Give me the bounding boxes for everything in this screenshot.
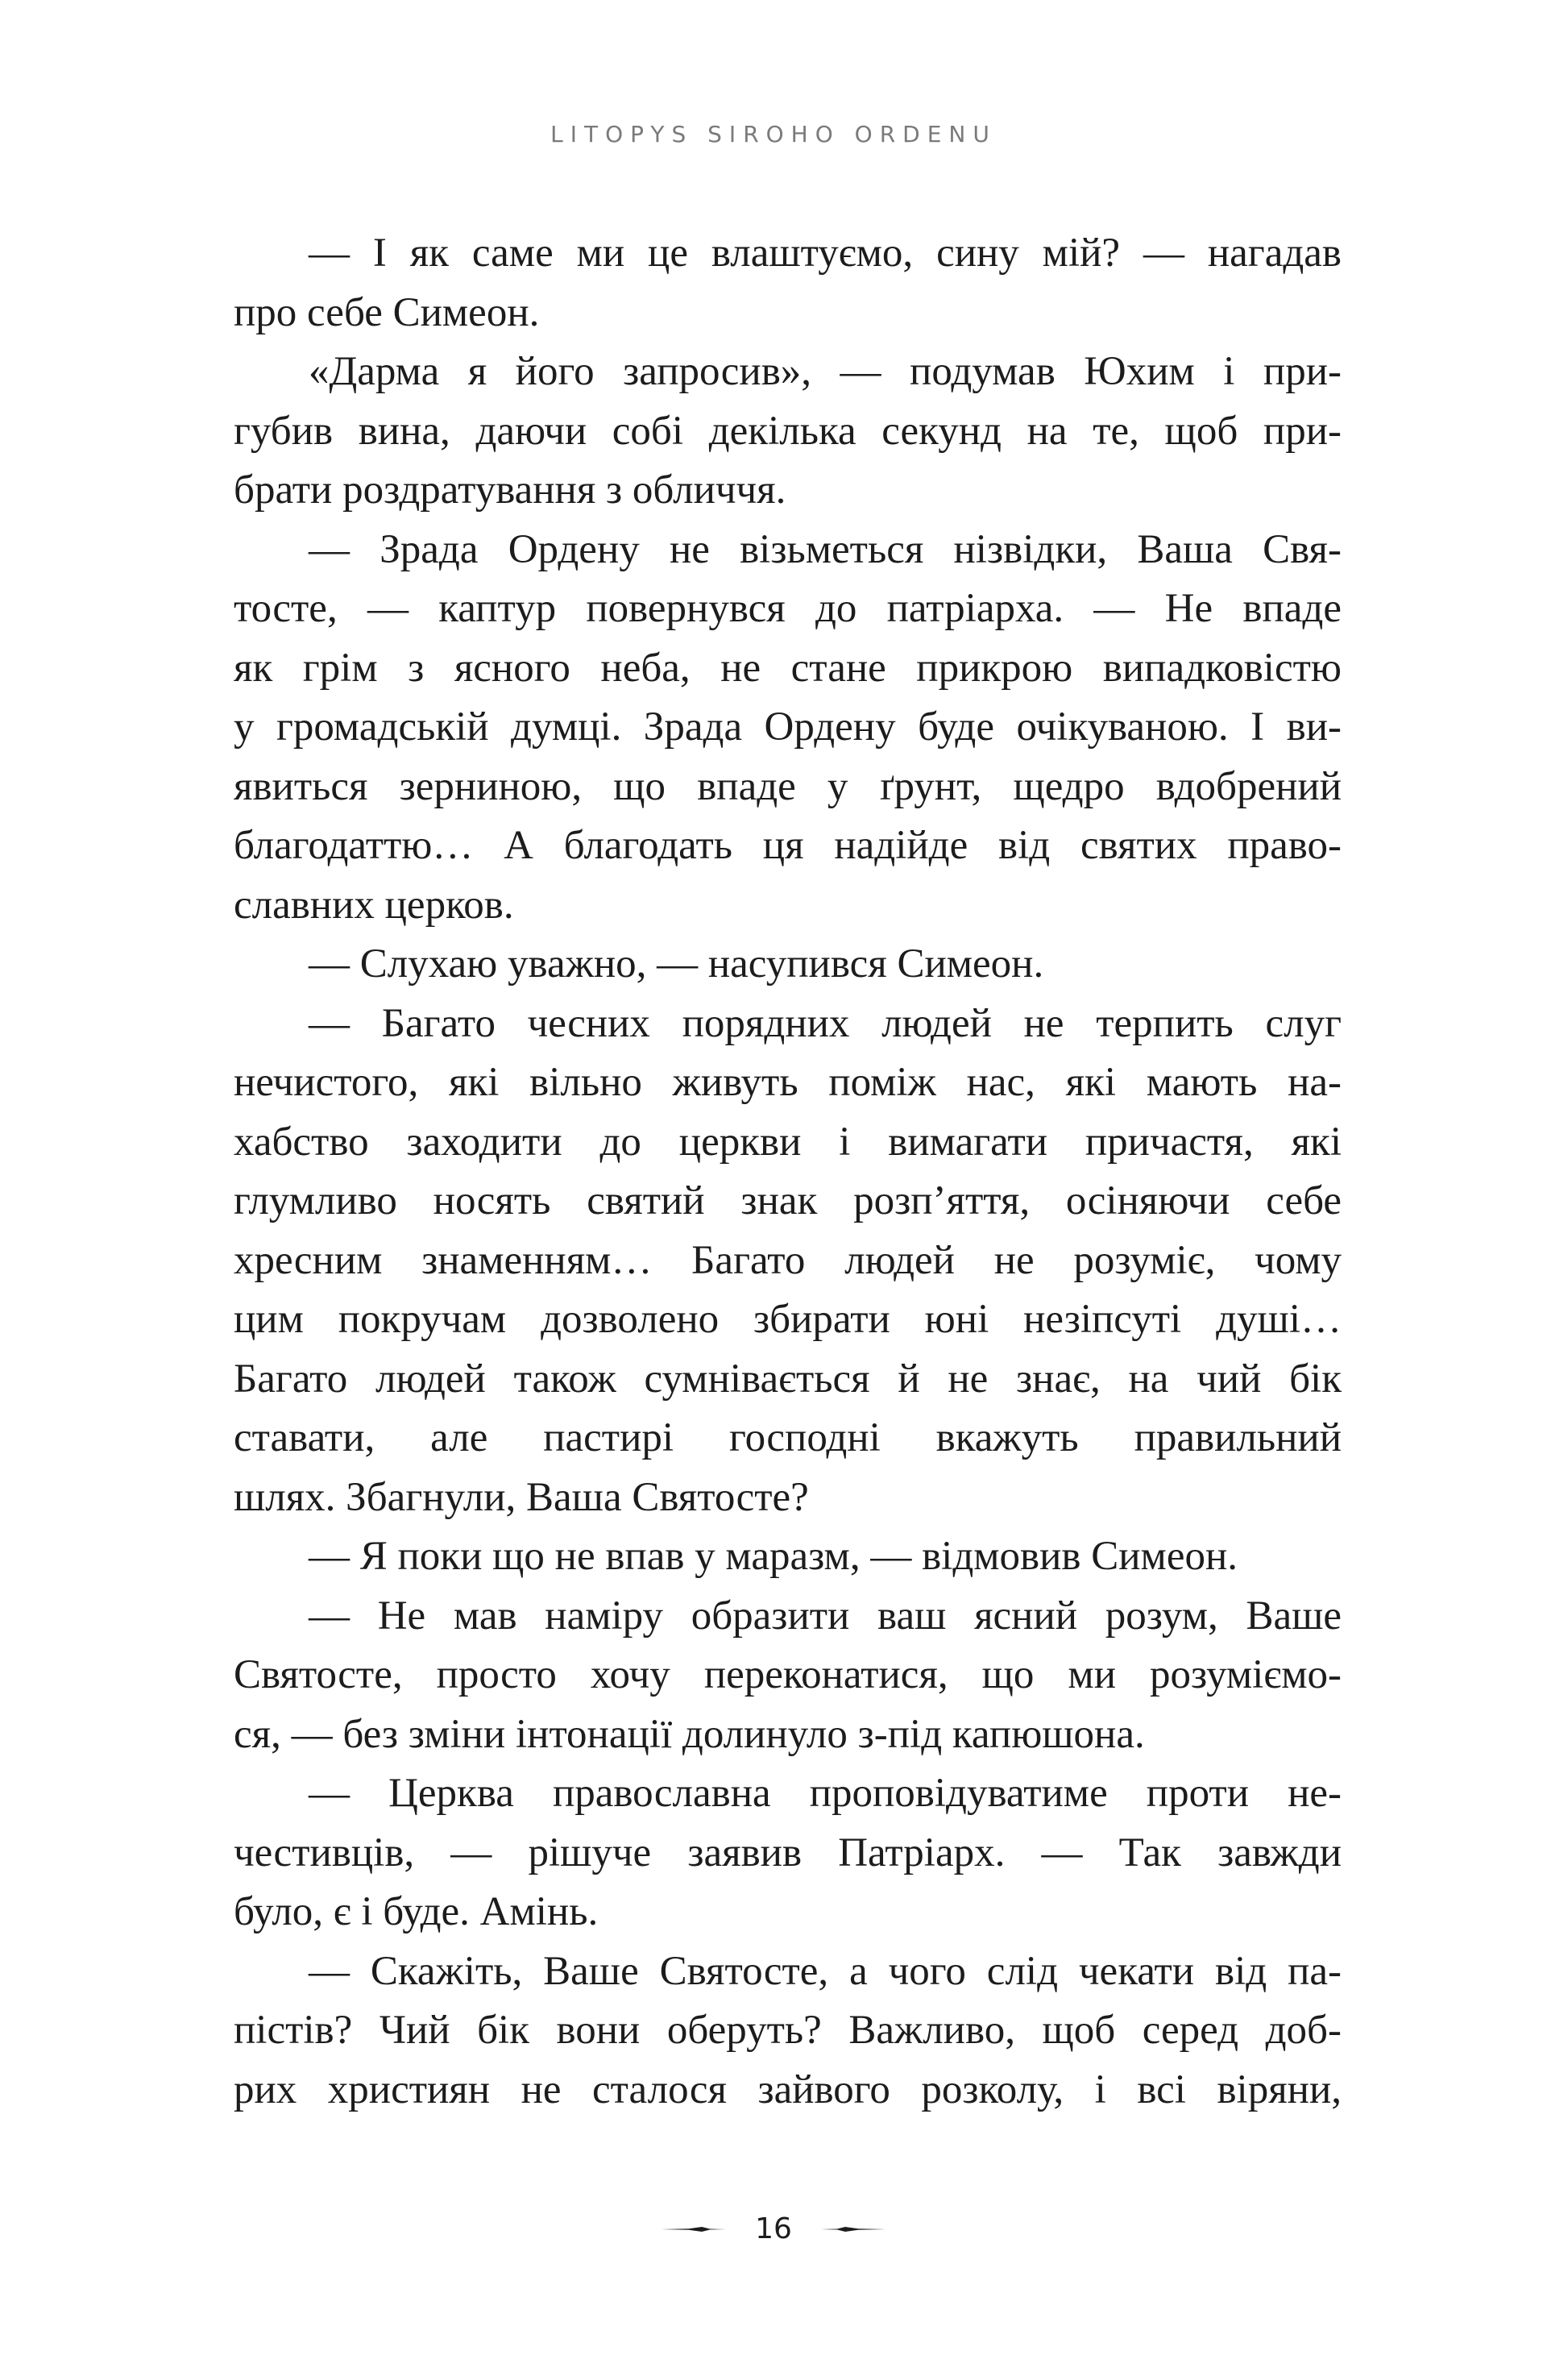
text-line-content: ставати, але пастирі господні вкажуть правильний: [234, 1415, 1342, 1460]
text-line: [234, 935, 1342, 995]
page-number: 16: [755, 2212, 792, 2245]
text-line-content: — Я поки що не впав у маразм, — відмовив Симеон.: [309, 1534, 1238, 1579]
text-line: [234, 1113, 1342, 1173]
text-line: [234, 579, 1342, 639]
text-line: [234, 402, 1342, 462]
text-line: [234, 1232, 1342, 1291]
text-line: [234, 1053, 1342, 1113]
text-line: [234, 1705, 1342, 1765]
text-line: [234, 1764, 1342, 1824]
text-line: [234, 521, 1342, 580]
text-line: [234, 461, 1342, 521]
text-line-content: — Зрада Ордену не візьметься нізвідки, Ваша Свя-: [309, 526, 1342, 572]
text-line-content: про себе Симеон.: [234, 289, 540, 335]
text-line-content: губив вина, даючи собі декілька секунд на те, щоб при-: [234, 408, 1342, 454]
text-line: [234, 1172, 1342, 1232]
text-line-content: честивців, — рішуче заявив Патріарх. — Так завжди: [234, 1830, 1342, 1875]
text-line-content: у громадській думці. Зрада Ордену буде очікуваною. І ви-: [234, 704, 1342, 750]
text-line: [234, 876, 1342, 936]
text-line-content: хабство заходити до церкви і вимагати причастя, які: [234, 1119, 1342, 1165]
left-ornament-icon: [662, 2225, 726, 2233]
text-line: [234, 1824, 1342, 1884]
running-header: LITOPYS SIROHO ORDENU: [550, 121, 997, 147]
text-line-content: було, є і буде. Амінь.: [234, 1889, 599, 1934]
text-line-content: Багато людей також сумнівається й не знає, на чий бік: [234, 1356, 1342, 1402]
text-line: [234, 639, 1342, 699]
text-line-content: славних церков.: [234, 882, 514, 928]
text-line-content: хресним знаменням… Багато людей не розуміє, чому: [234, 1237, 1342, 1283]
text-line-content: Святосте, просто хочу переконатися, що ми розуміємо-: [234, 1652, 1342, 1697]
text-line: [234, 284, 1342, 343]
text-line-content: тосте, — каптур повернувся до патріарха. — Не впаде: [234, 586, 1342, 631]
text-line: [234, 1587, 1342, 1647]
right-ornament-icon: [821, 2225, 885, 2233]
text-line: [234, 2061, 1342, 2120]
body-text: [234, 224, 1342, 2120]
text-line-content: — Не мав наміру образити ваш ясний розум, Ваше: [309, 1593, 1342, 1639]
text-line: [234, 1883, 1342, 1942]
text-line-content: явиться зерниною, що впаде у ґрунт, щедро вдобрений: [234, 763, 1342, 809]
text-line: [234, 1350, 1342, 1410]
text-line-content: як грім з ясного неба, не стане прикрою випадковістю: [234, 645, 1342, 691]
text-line-content: ся, — без зміни інтонації долинуло з-під капюшона.: [234, 1711, 1145, 1757]
text-line-content: — Багато чесних порядних людей не терпить слуг: [309, 1000, 1342, 1046]
page-footer: [0, 2212, 1547, 2245]
text-line: [234, 1290, 1342, 1350]
text-line-content: глумливо носять святий знак розп’яття, осіняючи себе: [234, 1178, 1342, 1223]
text-line: [234, 343, 1342, 402]
text-line-content: — Слухаю уважно, — насупився Симеон.: [309, 941, 1044, 986]
text-line-content: нечистого, які вільно живуть поміж нас, які мають на-: [234, 1060, 1342, 1105]
text-line-content: шлях. Збагнули, Ваша Святосте?: [234, 1474, 809, 1520]
text-line: [234, 1468, 1342, 1528]
text-line: [234, 1942, 1342, 2002]
text-line: [234, 1409, 1342, 1468]
text-line-content: пістів? Чий бік вони оберуть? Важливо, щоб серед доб-: [234, 2008, 1342, 2053]
text-line: [234, 1527, 1342, 1587]
text-line: [234, 995, 1342, 1054]
text-line-content: — І як саме ми це влаштуємо, сину мій? — нагадав: [309, 231, 1342, 276]
text-line: [234, 224, 1342, 284]
text-line-content: рих християн не сталося зайвого розколу, і всі віряни,: [234, 2066, 1342, 2112]
text-line-content: благодаттю… А благодать ця надійде від святих право-: [234, 823, 1342, 868]
text-line-content: брати роздратування з обличчя.: [234, 467, 786, 513]
text-line: [234, 1646, 1342, 1705]
text-line-content: цим покручам дозволено збирати юні незіпсуті душі…: [234, 1297, 1342, 1342]
text-line-content: — Церква православна проповідуватиме проти не-: [309, 1771, 1342, 1816]
text-line: [234, 2001, 1342, 2061]
text-line: [234, 698, 1342, 758]
text-line: [234, 816, 1342, 876]
text-line-content: — Скажіть, Ваше Святосте, а чого слід чекати від па-: [309, 1948, 1342, 1994]
text-line-content: «Дарма я його запросив», — подумав Юхим і при-: [309, 349, 1342, 394]
text-line: [234, 758, 1342, 817]
